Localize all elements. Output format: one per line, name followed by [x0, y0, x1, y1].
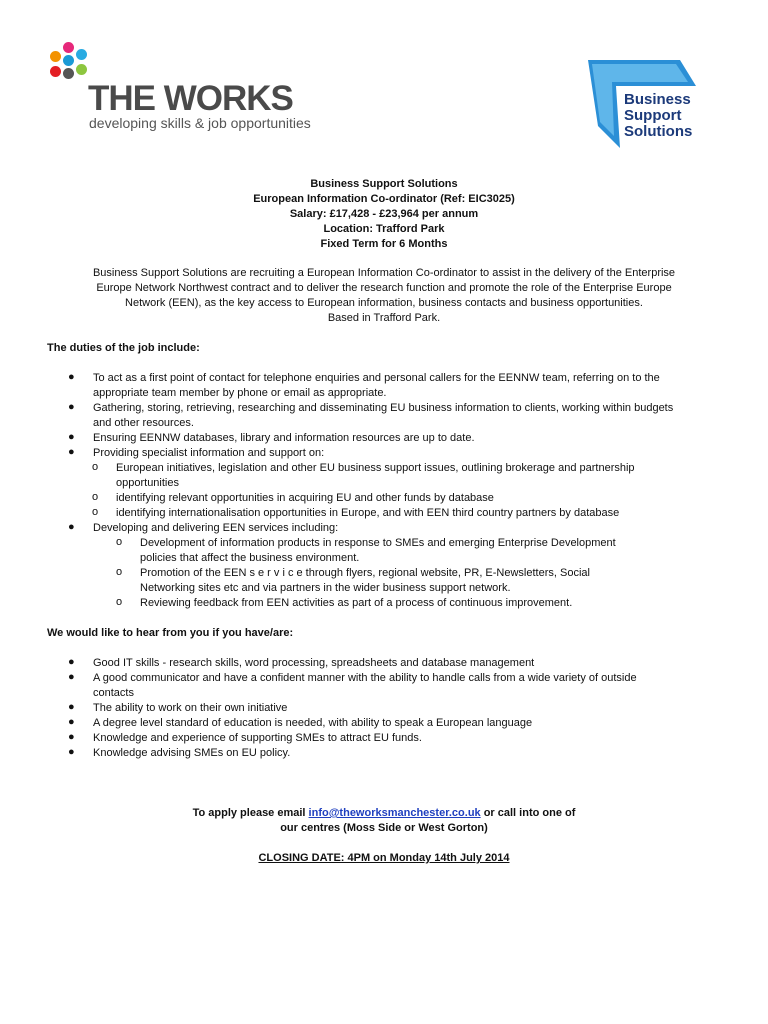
bullet-icon: ● [68, 521, 75, 533]
requirements-heading: We would like to hear from you if you have/are: [47, 627, 294, 639]
circle-bullet-icon: o [116, 566, 123, 578]
bullet-icon: ● [68, 401, 75, 413]
req-item-2: A good communicator and have a confident manner with the ability to handle calls from a wide variety of outside contacts [93, 672, 637, 699]
circle-bullet-icon: o [92, 461, 99, 473]
bullet-icon: ● [68, 371, 75, 383]
closing-date: CLOSING DATE: 4PM on Monday 14th July 2014 [258, 852, 510, 864]
req-item-5: Knowledge and experience of supporting SMEs to attract EU funds. [93, 732, 422, 744]
bss-name: Business Support Solutions [624, 91, 693, 140]
header-company: Business Support Solutions [310, 178, 458, 190]
header-term: Fixed Term for 6 Months [320, 238, 448, 250]
duty-subsub-3: Reviewing feedback from EEN activities as part of a process of continuous improvement. [140, 597, 573, 609]
duty-sub-3: identifying internationalisation opportunities in Europe, and with EEN third country partners by database [116, 507, 620, 519]
duty-sub-1: European initiatives, legislation and other EU business support issues, outlining brokerage and partnership opportunities [116, 462, 635, 489]
circle-bullet-icon: o [92, 491, 99, 503]
duty-item-5: Developing and delivering EEN services including: [93, 522, 339, 534]
duties-heading: The duties of the job include: [47, 342, 200, 354]
duty-item-4: Providing specialist information and support on: [93, 447, 325, 459]
duty-item-1: To act as a first point of contact for telephone enquiries and personal callers for the EENNW team, referring on to the appropriate team member by phone or email as appropriate. [93, 372, 660, 399]
circle-bullet-icon: o [116, 536, 123, 548]
intro-line-1: Business Support Solutions are recruiting a European Information Co-ordinator to assist in the delivery of the Enterprise [92, 267, 676, 279]
works-title: THE WORKS [88, 79, 293, 118]
bullet-icon: ● [68, 701, 75, 713]
req-item-3: The ability to work on their own initiative [93, 702, 288, 714]
intro-line-3: Network (EEN), as the key access to European information, business contacts and business opportunities. [125, 297, 643, 309]
bullet-icon: ● [68, 431, 75, 443]
bss-logo [584, 56, 718, 152]
circle-bullet-icon: o [116, 596, 123, 608]
bullet-icon: ● [68, 656, 75, 668]
header-salary: Salary: £17,428 - £23,964 per annum [289, 208, 479, 220]
the-works-logo [46, 42, 316, 132]
bullet-icon: ● [68, 716, 75, 728]
circle-bullet-icon: o [92, 506, 99, 518]
bullet-icon: ● [68, 746, 75, 758]
duty-subsub-2: Promotion of the EEN s e r v i c e through flyers, regional website, PR, E-Newsletters, Social Networking sites etc and via partners in the wider business support network. [140, 567, 590, 594]
duty-subsub-1: Development of information products in response to SMEs and emerging Enterprise Development policies that affect the business environment. [140, 537, 616, 564]
apply-line-2: our centres (Moss Side or West Gorton) [280, 822, 488, 834]
req-item-4: A degree level standard of education is needed, with ability to speak a European language [93, 717, 533, 729]
header-location: Location: Trafford Park [323, 223, 445, 235]
duty-sub-2: identifying relevant opportunities in acquiring EU and other funds by database [116, 492, 494, 504]
bullet-icon: ● [68, 731, 75, 743]
email-link[interactable]: info@theworksmanchester.co.uk [308, 807, 481, 819]
header-job-title: European Information Co-ordinator (Ref: EIC3025) [253, 193, 515, 205]
duty-item-3: Ensuring EENNW databases, library and information resources are up to date. [93, 432, 475, 444]
req-item-6: Knowledge advising SMEs on EU policy. [93, 747, 291, 759]
intro-line-4: Based in Trafford Park. [327, 312, 441, 324]
intro-line-2: Europe Network Northwest contract and to deliver the research function and promote the role of the Enterprise Europe [96, 282, 672, 294]
bullet-icon: ● [68, 446, 75, 458]
duty-item-2: Gathering, storing, retrieving, researching and disseminating EU business information to clients, working within budgets and other resources. [93, 402, 674, 429]
bullet-icon: ● [68, 671, 75, 683]
req-item-1: Good IT skills - research skills, word processing, spreadsheets and database management [93, 657, 535, 669]
apply-line-1: To apply please email info@theworksmanchester.co.uk or call into one of [192, 807, 576, 819]
works-tagline: developing skills & job opportunities [89, 115, 311, 131]
